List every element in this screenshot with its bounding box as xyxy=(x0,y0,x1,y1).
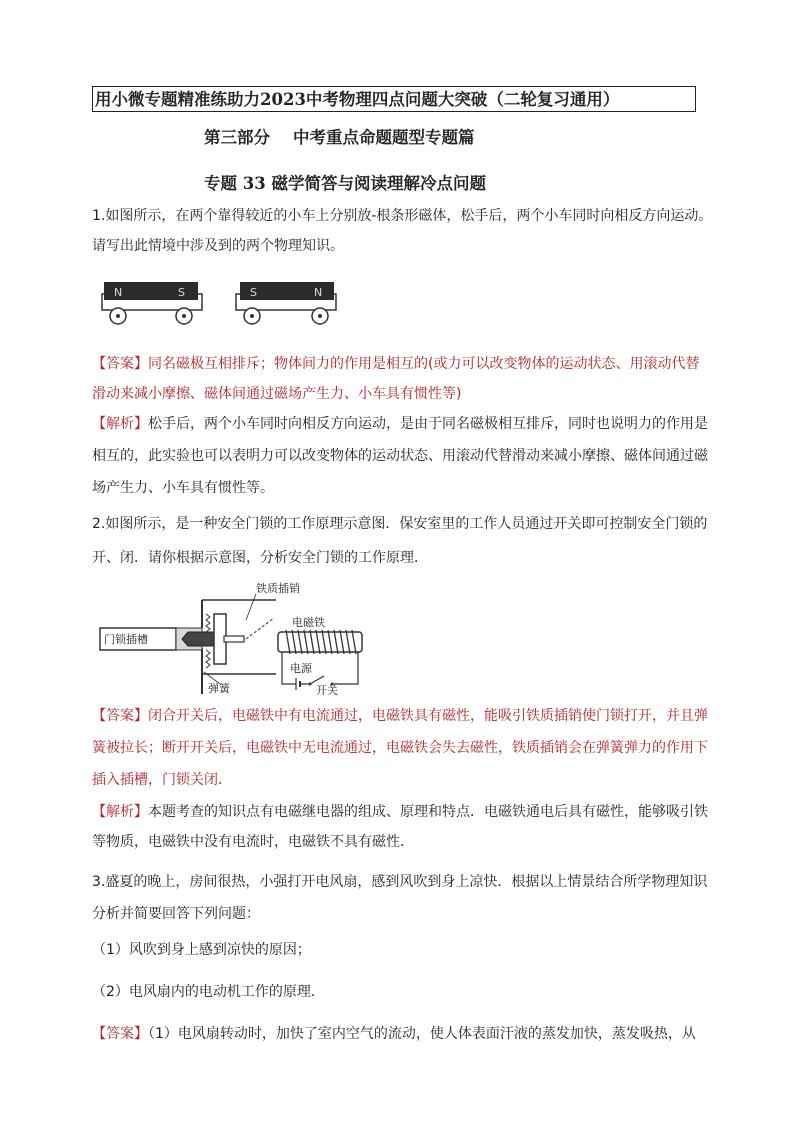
q1-text-line1: 1.如图所示，在两个靠得较近的小车上分别放-根条形磁体，松手后，两个小车同时向相反方向运动。 xyxy=(92,208,713,224)
q2-answer-line2: 簧被拉长；断开开关后，电磁铁中无电流通过，电磁铁会失去磁性，铁质插销会在弹簧弹力的作用下 xyxy=(92,740,708,756)
analysis-tag: 【解析】 xyxy=(92,416,148,432)
q2-analysis-line1: 【解析】本题考查的知识点有电磁继电器的组成、原理和特点．电磁铁通电后具有磁性，能够吸引铁 xyxy=(92,804,708,820)
left-cart xyxy=(102,282,202,324)
door-lock-diagram xyxy=(96,580,370,695)
right-magnet-n-label: N xyxy=(314,286,323,299)
q1-answer-line2: 滑动来减小摩擦、磁体间通过磁场产生力、小车具有惯性等) xyxy=(92,386,462,402)
answer-tag: 【答案】 xyxy=(92,708,148,724)
latch-slot-label: 门锁插槽 xyxy=(104,633,148,646)
left-magnet-n-label: N xyxy=(114,286,123,299)
answer-tag: 【答案】 xyxy=(92,1026,148,1042)
analysis-tag: 【解析】 xyxy=(92,804,148,820)
part-heading: 第三部分 中考重点命题题型专题篇 xyxy=(204,128,475,147)
q2-text-line2: 开、闭．请你根据示意图，分析安全门锁的工作原理． xyxy=(92,550,428,566)
q2-answer-line3: 插入插槽，门锁关闭． xyxy=(92,772,232,788)
q3-sub2: （2）电风扇内的电动机工作的原理． xyxy=(92,984,325,1000)
q1-text-line2: 请写出此情境中涉及到的两个物理知识。 xyxy=(92,238,344,254)
spring-label: 弹簧 xyxy=(208,682,230,695)
q1-analysis-line1: 【解析】松手后，两个小车同时向相反方向运动，是由于同名磁极相互排斥，同时也说明力的作用是 xyxy=(92,416,708,432)
q3-text-line2: 分析并简要回答下列问题： xyxy=(92,906,260,922)
answer-tag: 【答案】 xyxy=(92,356,148,372)
q2-text-line1: 2.如图所示，是一种安全门锁的工作原理示意图．保安室里的工作人员通过开关即可控制安全门锁的 xyxy=(92,516,708,532)
q1-answer-line1: 【答案】同名磁极互相排斥；物体间力的作用是相互的(或力可以改变物体的运动状态、用滚动代替 xyxy=(92,356,700,372)
q3-text-line1: 3.盛夏的晚上，房间很热，小强打开电风扇，感到风吹到身上凉快．根据以上情景结合所学物理知识 xyxy=(92,874,708,890)
q2-answer-line1: 【答案】闭合开关后，电磁铁中有电流通过，电磁铁具有磁性，能吸引铁质插销使门锁打开，并且弹 xyxy=(92,708,708,724)
right-cart xyxy=(236,282,336,324)
topic-heading: 专题 33 磁学简答与阅读理解冷点问题 xyxy=(204,174,486,193)
q2-analysis-line2: 等物质，电磁铁中没有电流时，电磁铁不具有磁性． xyxy=(92,834,414,850)
iron-pin-label: 铁质插销 xyxy=(256,582,300,595)
switch-label: 开关 xyxy=(316,684,338,695)
document-title: 用小微专题精准练助力2023中考物理四点问题大突破（二轮复习通用） xyxy=(92,86,696,112)
q3-answer-line1: 【答案】（1）电风扇转动时，加快了室内空气的流动，使人体表面汗液的蒸发加快，蒸发吸热，从 xyxy=(92,1026,696,1042)
q1-analysis-line3: 场产生力、小车具有惯性等。 xyxy=(92,480,274,496)
electromagnet-label: 电磁铁 xyxy=(292,616,325,629)
q1-analysis-line2: 相互的，此实验也可以表明力可以改变物体的运动状态、用滚动代替滑动来减小摩擦、磁体间通过磁 xyxy=(92,448,708,464)
right-magnet-s-label: S xyxy=(250,286,257,299)
power-label: 电源 xyxy=(290,662,312,675)
q3-sub1: （1）风吹到身上感到凉快的原因； xyxy=(92,942,311,958)
magnet-carts-figure xyxy=(100,272,340,328)
left-magnet-s-label: S xyxy=(178,286,185,299)
